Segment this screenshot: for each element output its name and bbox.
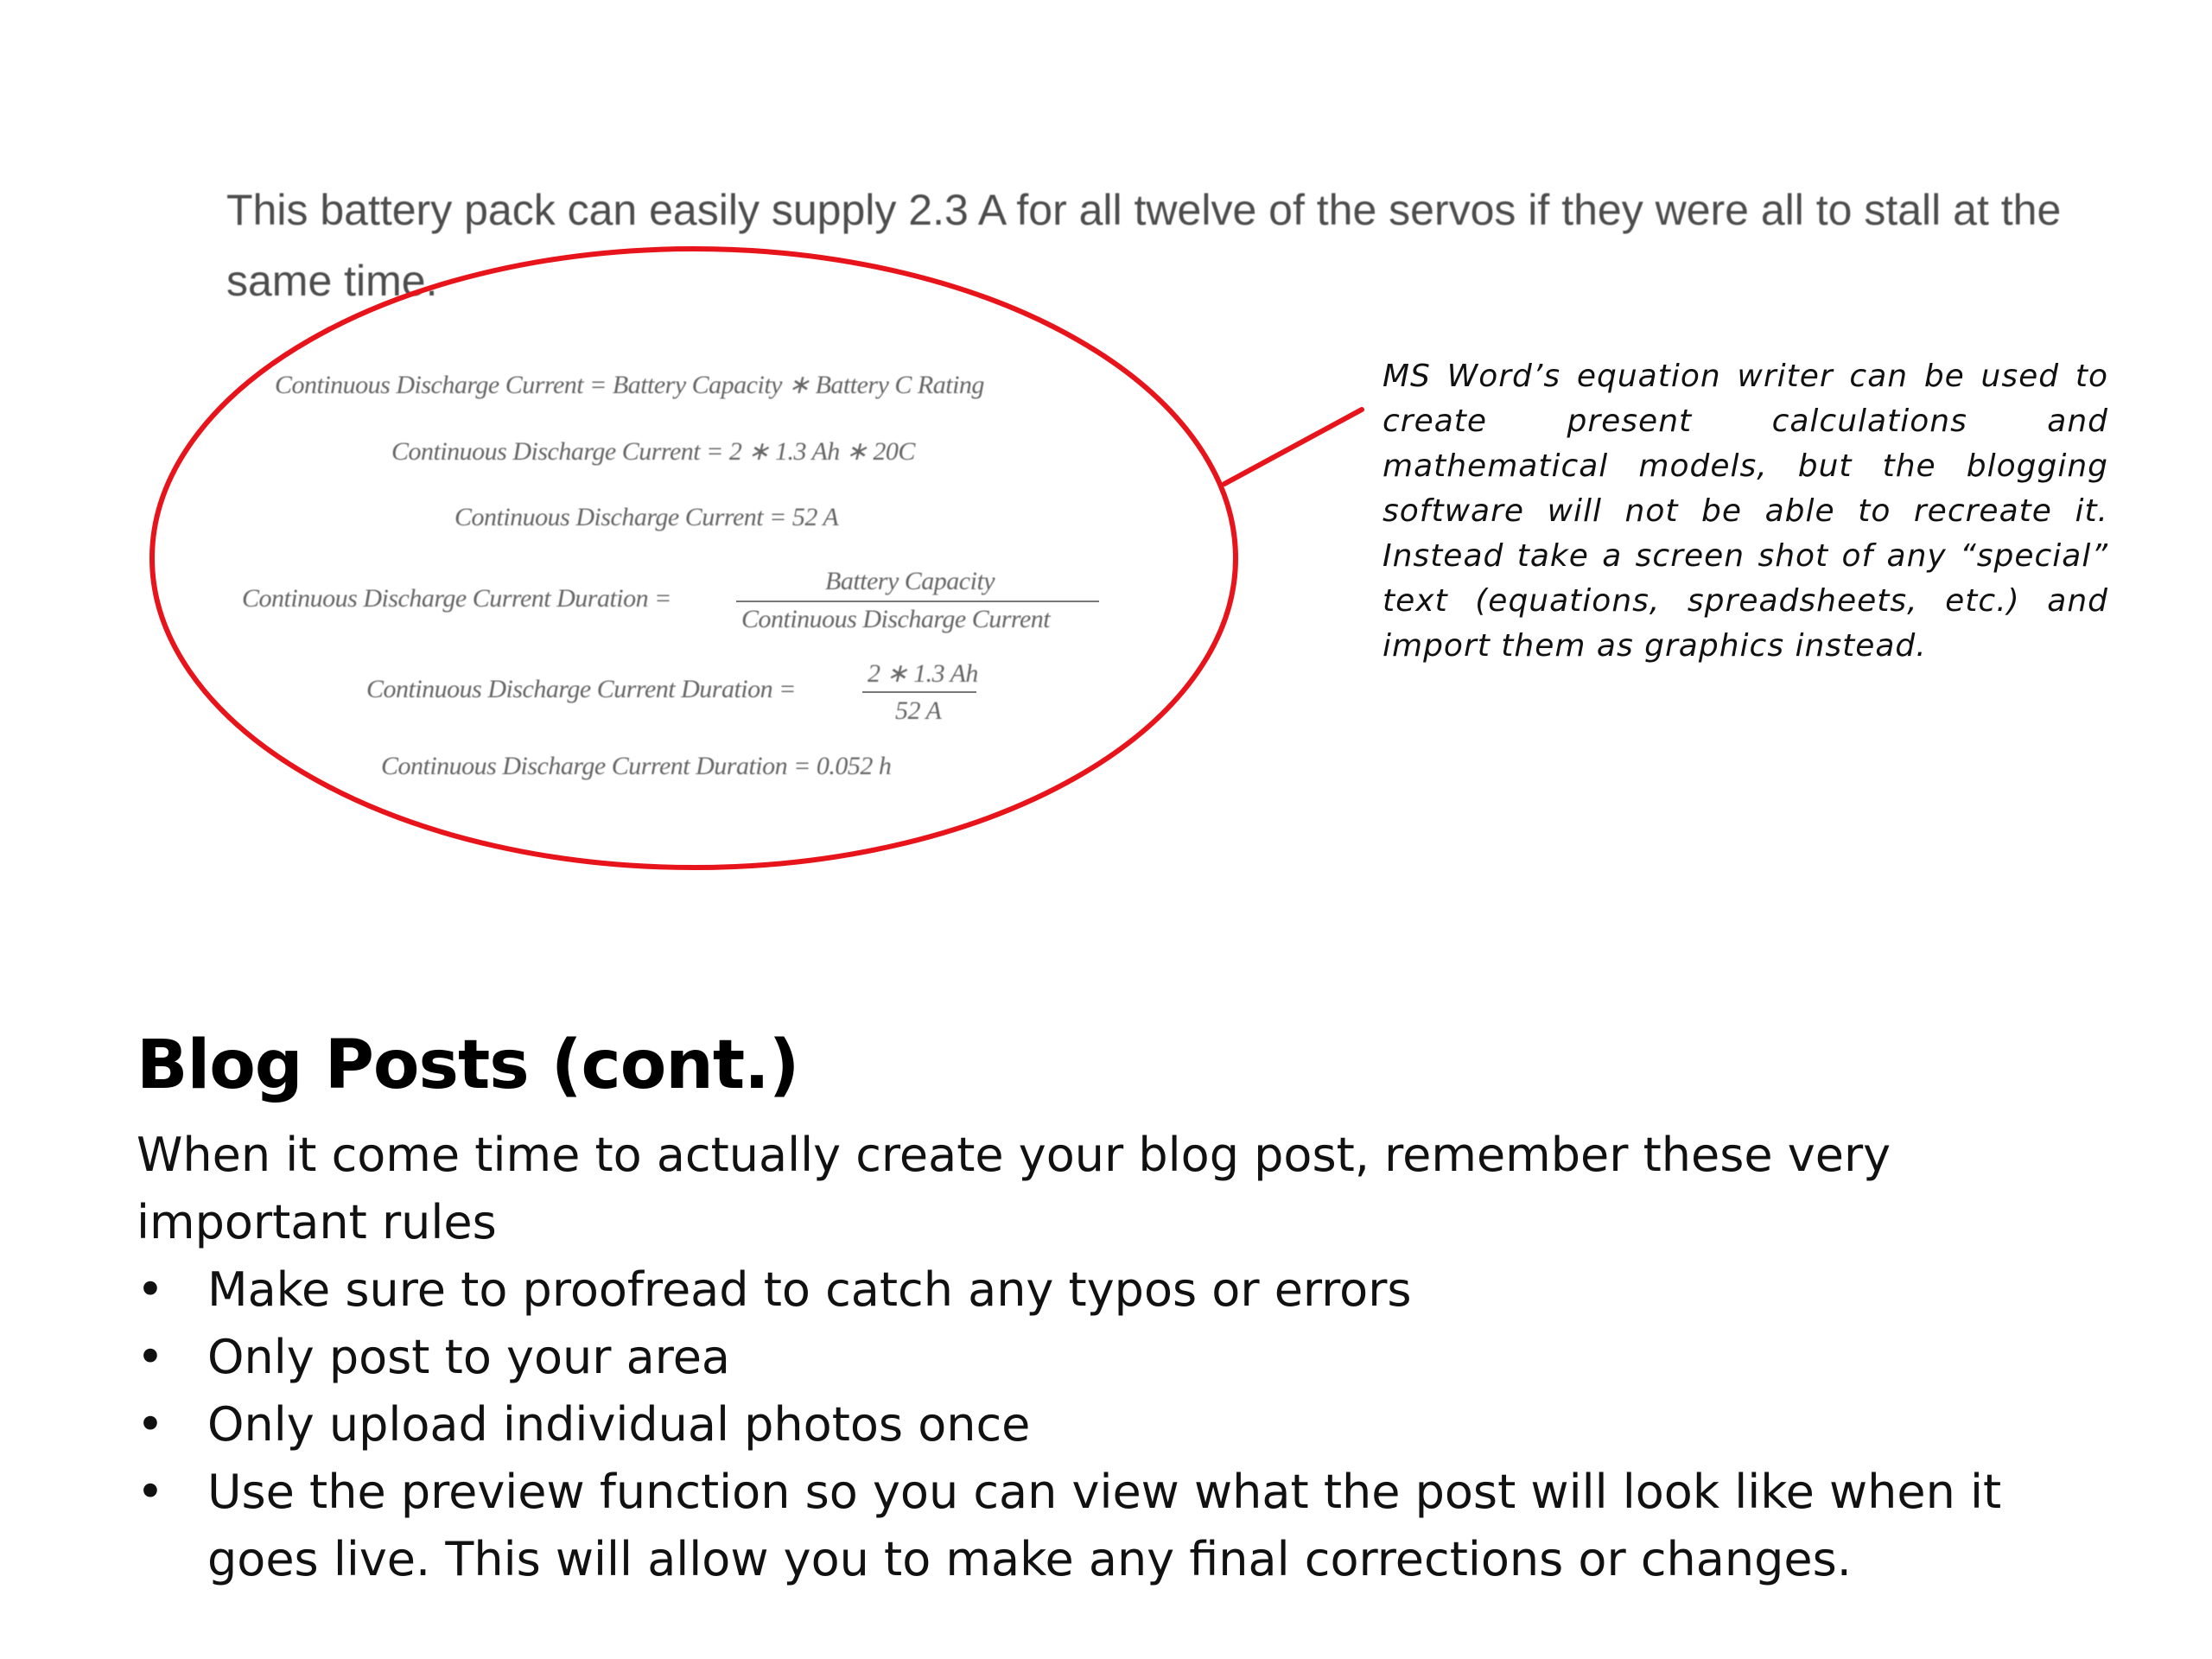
- callout-connector-line: [1224, 410, 1362, 484]
- list-item: [137, 1459, 2089, 1593]
- bullet-marker: •: [137, 1262, 164, 1317]
- equation-6: Continuous Discharge Current Duration = 0.052 h: [381, 752, 892, 780]
- equation-5-lhs: Continuous Discharge Current Duration =: [366, 675, 796, 703]
- list-item-text: Only post to your area: [207, 1330, 731, 1384]
- list-item-text: Use the preview function so you can view what the post will look like when it goes live. This will allow you to make any final corrections or changes.: [207, 1465, 2002, 1586]
- highlight-ellipse: [152, 249, 1236, 868]
- equation-2: Continuous Discharge Current = 2 ∗ 1.3 Ah ∗ 20C: [391, 437, 915, 466]
- intro-text: When it come time to actually create your blog post, remember these very important rules: [137, 1128, 1891, 1249]
- rules-list: [137, 1256, 2089, 1593]
- equation-4-denominator: Continuous Discharge Current: [741, 605, 1051, 633]
- equation-4-lhs: Continuous Discharge Current Duration =: [242, 584, 671, 613]
- list-item: [137, 1391, 2089, 1459]
- equation-5-numerator: 2 ∗ 1.3 Ah: [868, 659, 978, 688]
- screenshot-paragraph: This battery pack can easily supply 2.3 A for all twelve of the servos if they were all to stall at the same time.: [226, 186, 2062, 305]
- callout-note: MS Word’s equation writer can be used to create present calculations and mathematical models, but the blogging software will not be able to recreate it. Instead take a screen shot of any “special” text (equations, spreadsheets, etc.) and import them as graphics instead.: [1382, 359, 2108, 664]
- list-item: [137, 1256, 2089, 1324]
- list-item-text: Make sure to proofread to catch any typos or errors: [207, 1262, 1412, 1317]
- bullet-marker: •: [137, 1465, 164, 1519]
- equation-1: Continuous Discharge Current = Battery Capacity ∗ Battery C Rating: [275, 371, 984, 399]
- bullet-marker: •: [137, 1397, 164, 1452]
- equation-4-numerator: Battery Capacity: [825, 567, 995, 595]
- bullet-marker: •: [137, 1330, 164, 1384]
- list-item-text: Only upload individual photos once: [207, 1397, 1031, 1452]
- list-item: [137, 1324, 2089, 1391]
- equation-3: Continuous Discharge Current = 52 A: [454, 503, 839, 531]
- equation-5-denominator: 52 A: [895, 696, 942, 725]
- slide-title: Blog Posts (cont.): [137, 1027, 799, 1104]
